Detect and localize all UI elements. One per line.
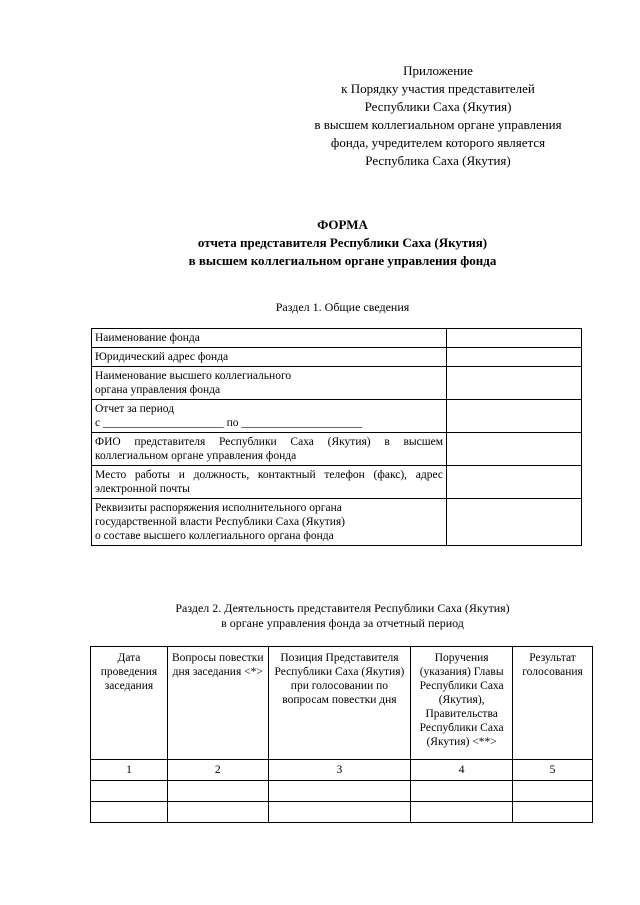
representative-name-value[interactable] bbox=[447, 433, 582, 466]
table-cell[interactable] bbox=[268, 781, 411, 802]
table-row bbox=[92, 329, 582, 348]
column-number-row bbox=[91, 760, 593, 781]
appendix-line: в высшем коллегиальном органе управления bbox=[314, 117, 562, 132]
col-header-agenda: Вопросы повестки дня заседания <*> bbox=[167, 647, 268, 760]
column-number: 1 bbox=[91, 760, 168, 781]
col-header-result: Результат голосования bbox=[513, 647, 593, 760]
table-cell[interactable] bbox=[411, 781, 513, 802]
label-line: государственной власти Республики Саха (Якутия) bbox=[95, 516, 346, 528]
workplace-contacts-label: Место работы и должность, контактный телефон (факс), адрес электронной почты bbox=[92, 466, 447, 499]
table-row bbox=[92, 433, 582, 466]
general-info-table bbox=[91, 328, 582, 546]
col-header-instructions: Поручения (указания) Главы Республики Саха (Якутия), Правительства Республики Саха (Якутия) <**> bbox=[411, 647, 513, 760]
table-cell[interactable] bbox=[513, 781, 593, 802]
table-cell[interactable] bbox=[91, 802, 168, 823]
form-title-line: отчета представителя Республики Саха (Якутия) bbox=[197, 235, 488, 250]
table-row bbox=[91, 781, 593, 802]
appendix-line: фонда, учредителем которого является bbox=[330, 135, 546, 150]
period-to-prefix: по bbox=[226, 417, 239, 429]
label-line: о составе высшего коллегиального органа фонда bbox=[95, 530, 334, 542]
table-header-row bbox=[91, 647, 593, 760]
workplace-contacts-value[interactable] bbox=[447, 466, 582, 499]
column-number: 4 bbox=[411, 760, 513, 781]
table-row bbox=[92, 466, 582, 499]
col-header-date: Дата проведения заседания bbox=[91, 647, 168, 760]
section2-title bbox=[90, 601, 595, 631]
table-row bbox=[92, 400, 582, 433]
period-line bbox=[95, 416, 443, 430]
table-cell[interactable] bbox=[167, 781, 268, 802]
table-cell[interactable] bbox=[91, 781, 168, 802]
appendix-line: Республика Саха (Якутия) bbox=[365, 153, 511, 168]
activity-table bbox=[90, 646, 593, 823]
table-cell[interactable] bbox=[268, 802, 411, 823]
section1-title: Раздел 1. Общие сведения bbox=[275, 300, 410, 314]
governing-body-value[interactable] bbox=[447, 367, 582, 400]
column-number: 5 bbox=[513, 760, 593, 781]
fund-name-label: Наименование фонда bbox=[92, 329, 447, 348]
table-row bbox=[92, 348, 582, 367]
col-header-position: Позиция Представителя Республики Саха (Якутия) при голосовании по вопросам повестки дня bbox=[268, 647, 411, 760]
legal-address-value[interactable] bbox=[447, 348, 582, 367]
appendix-header bbox=[288, 62, 588, 170]
label-line: Наименование высшего коллегиального bbox=[95, 370, 292, 382]
order-details-value[interactable] bbox=[447, 499, 582, 546]
governing-body-label bbox=[92, 367, 447, 400]
form-title bbox=[90, 216, 595, 270]
appendix-line: Приложение bbox=[403, 63, 473, 78]
table-row bbox=[92, 367, 582, 400]
fund-name-value[interactable] bbox=[447, 329, 582, 348]
table-row bbox=[92, 499, 582, 546]
table-cell[interactable] bbox=[411, 802, 513, 823]
section2-title-line: Раздел 2. Деятельность представителя Республики Саха (Якутия) bbox=[175, 601, 510, 615]
section2-title-line: в органе управления фонда за отчетный период bbox=[221, 616, 464, 630]
label-line: органа управления фонда bbox=[95, 384, 221, 396]
table-cell[interactable] bbox=[167, 802, 268, 823]
order-details-label bbox=[92, 499, 447, 546]
label-line: Отчет за период bbox=[95, 403, 175, 415]
form-title-line: в высшем коллегиальном органе управления фонда bbox=[188, 253, 497, 268]
period-to-blank[interactable]: _____________________ bbox=[241, 417, 363, 429]
period-from-blank[interactable]: _____________________ bbox=[102, 417, 224, 429]
appendix-line: к Порядку участия представителей bbox=[341, 81, 535, 96]
appendix-line: Республики Саха (Якутия) bbox=[364, 99, 512, 114]
label-line: Реквизиты распоряжения исполнительного органа bbox=[95, 502, 342, 514]
period-from-prefix: с bbox=[95, 417, 101, 429]
report-period-label bbox=[92, 400, 447, 433]
legal-address-label: Юридический адрес фонда bbox=[92, 348, 447, 367]
table-row bbox=[91, 802, 593, 823]
form-title-line: ФОРМА bbox=[317, 217, 368, 232]
representative-name-label: ФИО представителя Республики Саха (Якутия) в высшем коллегиальном органе управления фонда bbox=[92, 433, 447, 466]
table-cell[interactable] bbox=[513, 802, 593, 823]
column-number: 2 bbox=[167, 760, 268, 781]
column-number: 3 bbox=[268, 760, 411, 781]
report-period-value[interactable] bbox=[447, 400, 582, 433]
